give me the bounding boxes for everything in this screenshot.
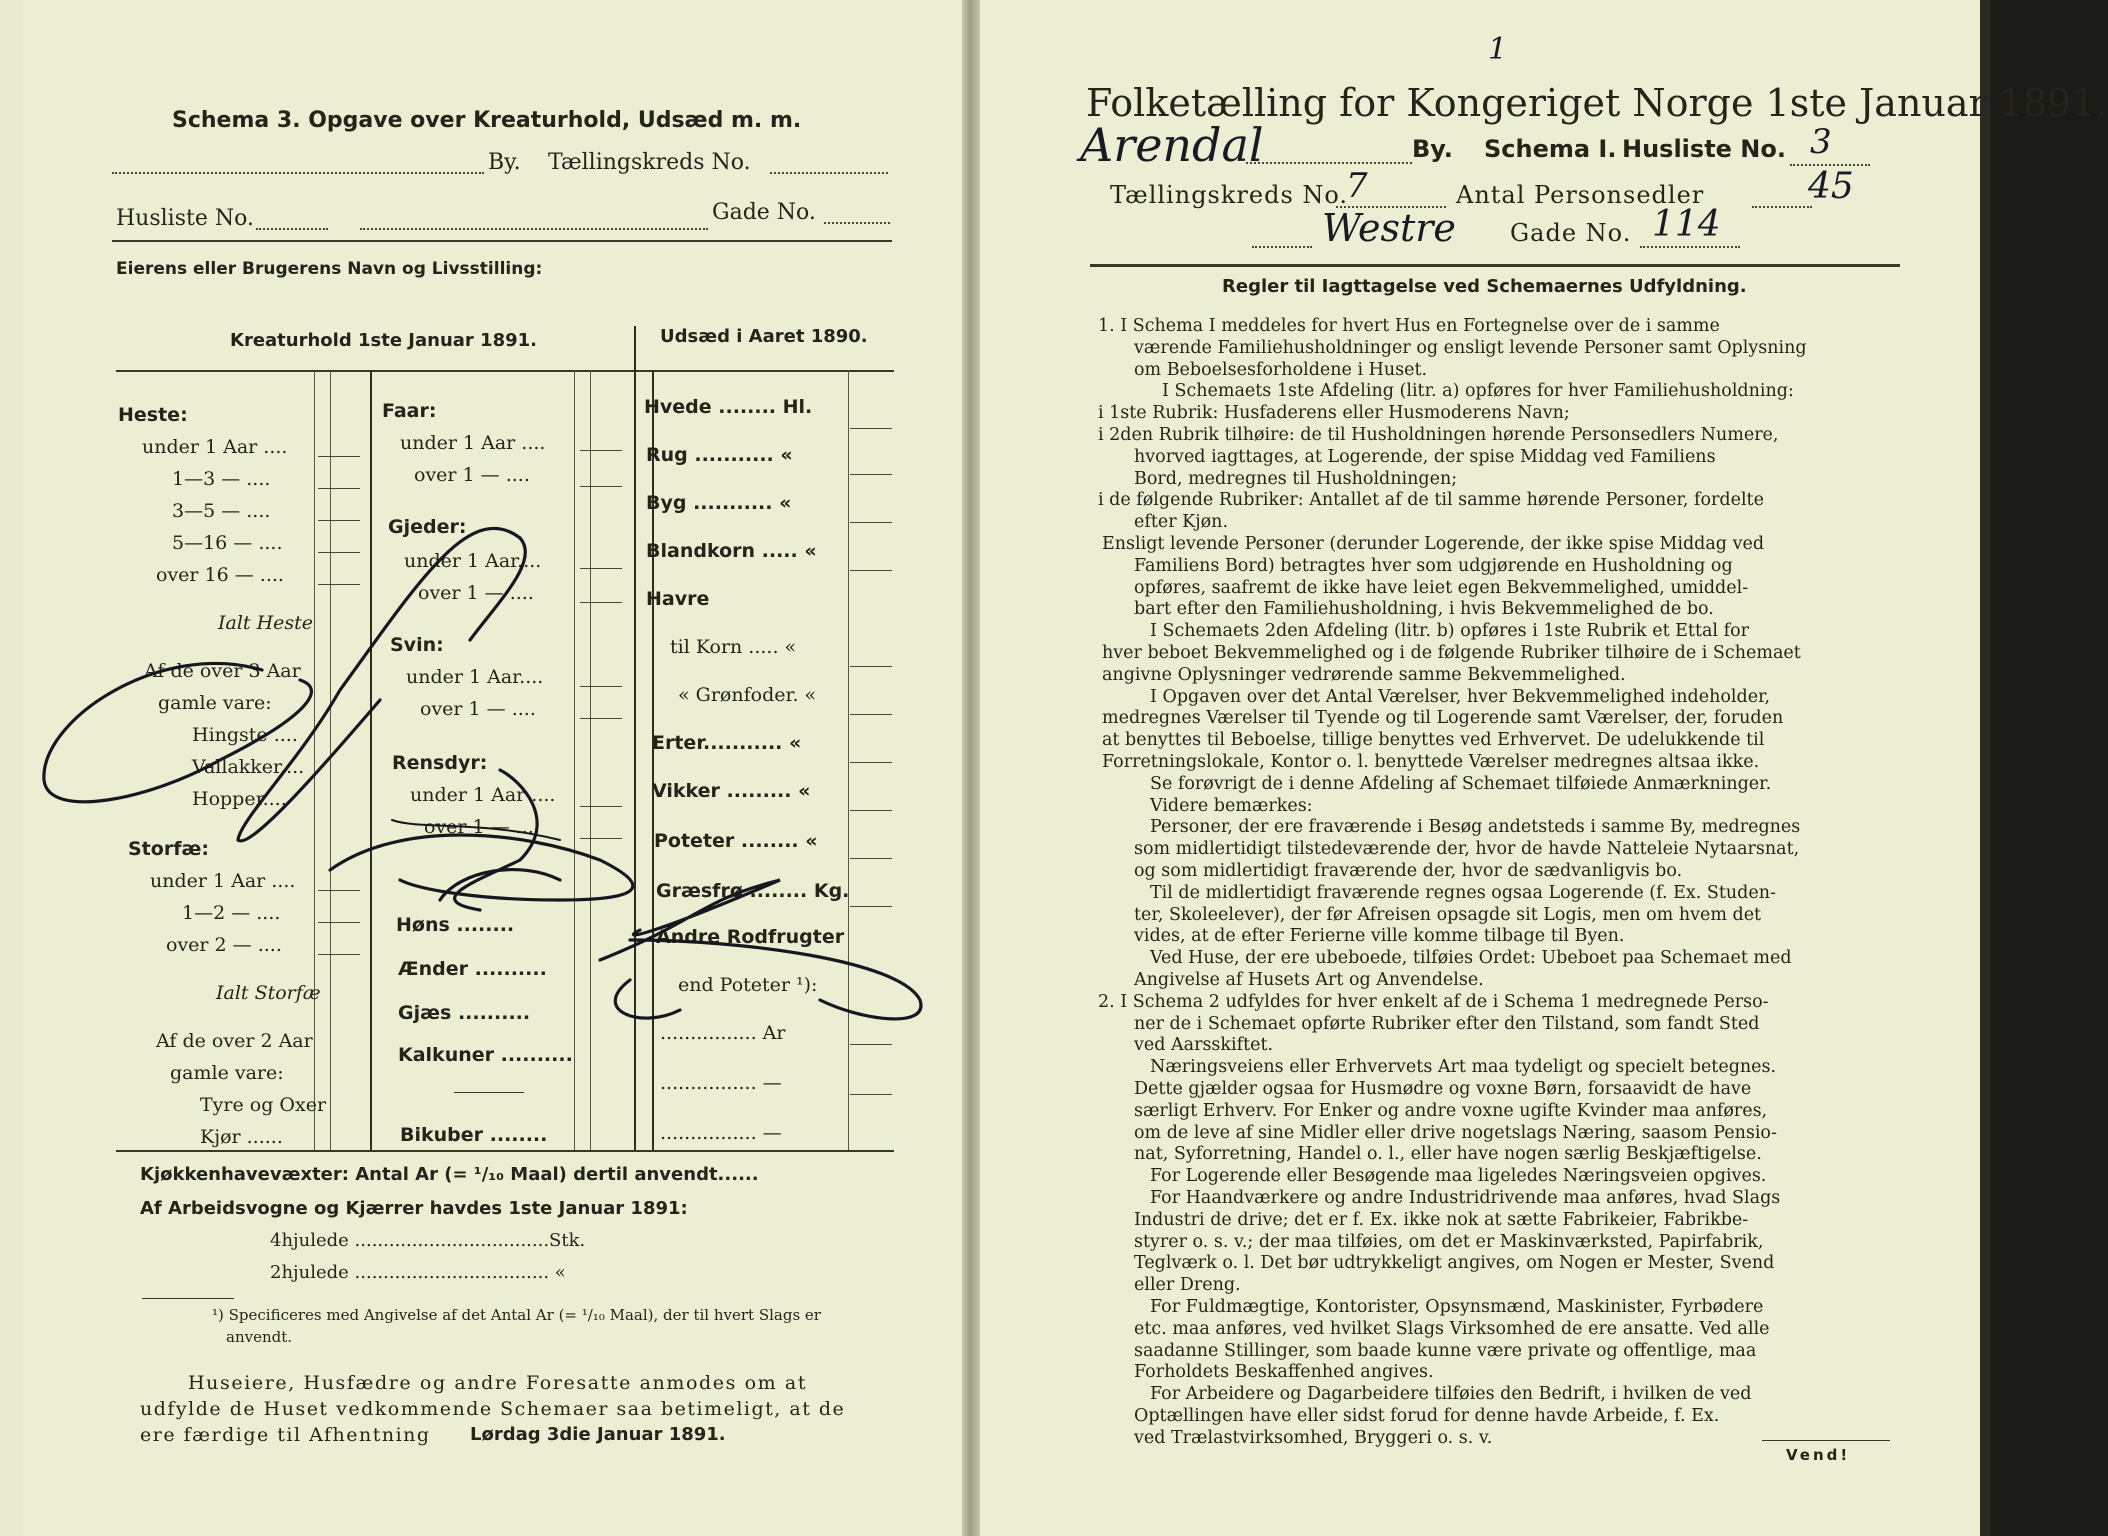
rule-line: ved Trælastvirksomhed, Bryggeri o. s. v. [1134,1427,1493,1448]
rule-line: Angivelse af Husets Art og Anvendelse. [1134,970,1484,990]
arbeidsvogne-row: Af Arbeidsvogne og Kjærrer havdes 1ste Januar 1891: [140,1198,688,1219]
page-number-mark: 1 [1488,32,1508,67]
udsaed-header: Udsæd i Aaret 1890. [660,326,868,347]
kreatur-header: Kreaturhold 1ste Januar 1891. [230,330,537,351]
rule-line: 2. I Schema 2 udfyldes for hver enkelt af de i Schema 1 medregnede Perso- [1098,991,1769,1012]
rule-line: Videre bemærkes: [1150,795,1313,816]
poteter-row: Poteter ........ « [654,830,818,852]
ialt-storfae: Ialt Storfæ [216,982,321,1004]
c1-row: Af de over 2 Aar [156,1030,313,1052]
c1-row: 5—16 — .... [172,532,283,554]
rule-line: Næringsveiens eller Erhvervets Art maa tydeligt og specielt betegnes. [1150,1057,1777,1078]
kalkuner-row: Kalkuner .......... [398,1044,573,1066]
ar-row: ................ Ar [660,1022,786,1044]
c1-row: Af de over 3 Aar [144,660,301,682]
rule-line: hvorved iagttages, at Logerende, der spise Middag ved Familiens [1134,446,1716,467]
rule-line: værende Familiehusholdninger og ensligt levende Personer samt Oplysning [1134,337,1807,358]
rule-line: Bord, medregnes til Husholdningen; [1134,468,1458,489]
rule-line: ved Aarsskiftet. [1134,1035,1274,1056]
rule-line: om de leve af sine Midler eller drive nogetslags Næring, saasom Pensio- [1134,1122,1777,1143]
erter-row: Erter........... « [652,732,802,754]
c1-row: Hingste .... [192,724,298,746]
rule-line: Ensligt levende Personer (derunder Logerende, der ikke spise Middag ved [1102,534,1765,554]
hjul4-row: 4hjulede ..................................Stk. [270,1230,586,1251]
eier-label: Eierens eller Brugerens Navn og Livsstilling: [116,259,543,279]
gade-label: Gade No. [712,200,816,225]
notice-line: udfylde de Huset vedkommende Schemaer saa betimeligt, at de [140,1398,846,1420]
blandkorn-row: Blandkorn ..... « [646,540,817,562]
rule-line: ter, Skoleelever), der før Afreisen opsagde sit Logis, men om hvem det [1134,904,1762,925]
rule-line: Optællingen have eller sidst forud for denne havde Arbeide, f. Ex. [1134,1406,1720,1426]
rule-line: i 1ste Rubrik: Husfaderens eller Husmoderens Navn; [1098,403,1570,424]
tkreds-label: Tællingskreds No. [548,150,751,175]
handwritten-tkreds-no: 7 [1346,166,1368,206]
rule-line: som midlertidigt tilstedeværende der, hvor de havde Natteleie Nytaarsnat, [1134,839,1800,860]
handwritten-antal: 45 [1808,166,1854,207]
rule-line: Forretningslokale, Kontor o. l. benyttede Værelser medregnes altsaa ikke. [1102,752,1760,772]
rule-line: hver beboet Bekvemmelighed og i de følgende Rubriker tilhøire de i Schemaet [1102,643,1801,663]
c2-row: over 1 — .... [418,582,534,604]
regler-title: Regler til Iagttagelse ved Schemaernes Udfyldning. [1222,276,1747,297]
rule-line: vides, at de efter Ferierne ville komme tilbage til Byen. [1134,926,1625,947]
til-korn-row: til Korn ..... « [670,636,797,658]
c1-row: 3—5 — .... [172,500,271,522]
rule-line: Forholdets Beskaffenhed angives. [1134,1362,1434,1383]
rule-line: opføres, saafremt de ikke have leiet egen Bekvemmelighed, umiddel- [1134,577,1749,598]
gronfoder-row: « Grønfoder. « [678,684,817,706]
rule-line: Ved Huse, der ere ubeboede, tilføies Ordet: Ubeboet paa Schemaet med [1150,948,1792,969]
c2-row: under 1 Aar.... [404,550,542,572]
handwritten-husliste-no: 3 [1810,122,1832,162]
bikuber-row: Bikuber ........ [400,1124,548,1146]
rule-line: Til de midlertidigt fraværende regnes ogsaa Logerende (f. Ex. Studen- [1150,882,1776,903]
c1-row: gamle vare: [158,692,272,714]
c1-row: 1—2 — .... [182,902,281,924]
ar-row: ................ — [660,1122,782,1144]
c2-row: under 1 Aar.... [406,666,544,688]
c2-row: under 1 Aar .... [410,784,556,806]
rule-line: Teglværk o. l. Det bør udtrykkeligt angives, om Nogen er Mester, Svend [1134,1253,1775,1274]
rule-line: angivne Oplysninger vedrørende samme Bekvemmelighed. [1102,664,1626,685]
rule-line: ner de i Schemaet opførte Rubriker efter den Tilstand, som fandt Sted [1134,1013,1760,1034]
storfae-label: Storfæ: [128,838,209,860]
rule-line: etc. maa anføres, ved hvilket Slags Virksomhed de ere ansatte. Ved alle [1134,1318,1770,1339]
rule-line: For Haandværkere og andre Industridrivende maa anføres, hvad Slags [1150,1188,1781,1208]
c2-row: over 1 — .... [420,698,536,720]
rule-line: Dette gjælder ogsaa for Husmødre og voxne Børn, forsaavidt de have [1134,1079,1752,1099]
rule-line: nat, Syforretning, Handel o. l., eller have nogen særlig Beskjæftigelse. [1134,1144,1762,1165]
schema1-label: Schema I. [1484,135,1617,163]
heste-label: Heste: [118,404,188,426]
rule-line: I Schemaets 1ste Afdeling (litr. a) opføres for hver Familiehusholdning: [1162,381,1794,402]
gade-label-right: Gade No. [1510,219,1632,247]
footnote-cont: anvendt. [226,1328,293,1346]
rule-line: i de følgende Rubriker: Antallet af de til samme hørende Personer, fordelte [1098,490,1764,511]
rule-line: saadanne Stillinger, som baade kunne være private og offentlige, maa [1134,1340,1757,1361]
rule-line: For Fuldmægtige, Kontorister, Opsynsmænd, Maskinister, Fyrbødere [1150,1297,1764,1317]
c2-row: over 1 — .... [424,816,540,838]
c2-row: over 1 — .... [414,464,530,486]
husliste-label: Husliste No. [116,206,254,231]
rule-line: For Logerende eller Besøgende maa ligeledes Næringsveien opgives. [1150,1166,1767,1187]
rule-line: medregnes Værelser til Tyende og til Logerende samt Værelser, der, foruden [1102,708,1784,729]
notice-date: Lørdag 3die Januar 1891. [470,1424,726,1445]
hons-row: Høns ........ [396,914,515,936]
rule-line: I Opgaven over det Antal Værelser, hver Bekvemmelighed indeholder, [1150,686,1771,707]
rule-line: For Arbeidere og Dagarbeidere tilføies den Bedrift, i hvilken de ved [1150,1384,1752,1405]
rule-line: I Schemaets 2den Afdeling (litr. b) opføres i 1ste Rubrik et Ettal for [1150,621,1749,642]
footnote: ¹) Specificeres med Angivelse af det Antal Ar (= ¹/₁₀ Maal), der til hvert Slags er [212,1306,821,1324]
rule-line: efter Kjøn. [1134,512,1229,533]
c1-row: over 16 — .... [156,564,284,586]
rule-line: Se forøvrigt de i denne Afdeling af Schemaet tilføiede Anmærkninger. [1150,773,1772,794]
andre-rodfrugter: Andre Rodfrugter [656,926,845,948]
handwritten-town: Arendal [1080,118,1264,172]
svin-label: Svin: [390,634,444,656]
c1-row: under 1 Aar .... [150,870,296,892]
graesfro-row: Græsfrø ........ Kg. [656,880,850,902]
c1-row: Tyre og Oxer [200,1094,327,1116]
havre-label: Havre [646,588,710,610]
c1-row: Vallakker.... [192,756,305,778]
vend-label: Vend! [1786,1446,1851,1464]
c1-row: under 1 Aar .... [142,436,288,458]
gjaes-row: Gjæs .......... [398,1002,531,1024]
handwritten-gade-no: 114 [1652,204,1721,245]
antal-label: Antal Personsedler [1456,181,1705,209]
ialt-heste: Ialt Heste [218,612,314,634]
rule-line: Personer, der ere fraværende i Besøg andetsteds i samme By, medregnes [1150,817,1801,838]
rule-line: at benyttes til Beboelse, tillige benyttes ved Erhvervet. De udelukkende til [1102,730,1765,751]
by-label-right: By. [1412,135,1453,163]
schema3-title: Schema 3. Opgave over Kreaturhold, Udsæd m. m. [172,108,802,133]
rule-line: om Beboelsesforholdene i Huset. [1134,359,1428,380]
by-label: By. [488,150,521,175]
rule-line: 1. I Schema I meddeles for hvert Hus en Fortegnelse over de i samme [1098,316,1720,336]
notice-line: ere færdige til Afhentning [140,1424,431,1446]
rule-line: Industri de drive; det er f. Ex. ikke nok at sætte Fabrikeier, Fabrikbe- [1134,1209,1749,1230]
rule-line: i 2den Rubrik tilhøire: de til Husholdningen hørende Personsedlers Numere, [1098,425,1779,445]
kjokken-row: Kjøkkenhavevæxter: Antal Ar (= ¹/₁₀ Maal) dertil anvendt...... [140,1164,759,1185]
rule-line: bart efter den Familiehusholdning, i hvis Bekvemmelighed de bo. [1134,599,1714,620]
rule-line: Familiens Bord) betragtes hver som udgjørende en Husholdning og [1134,555,1733,576]
notice-line: Huseiere, Husfædre og andre Foresatte anmodes om at [188,1372,808,1394]
end-poteter: end Poteter ¹): [678,974,818,996]
husliste-label-right: Husliste No. [1622,135,1786,163]
hvede-row: Hvede ........ Hl. [644,396,813,418]
rule-line: og som midlertidigt fraværende der, hvor de sædvanligvis bo. [1134,861,1683,881]
c2-row: under 1 Aar .... [400,432,546,454]
c1-row: Hopper.... [192,788,287,810]
rensdyr-label: Rensdyr: [392,752,488,774]
hjul2-row: 2hjulede .................................. « [270,1262,566,1283]
c1-row: 1—3 — .... [172,468,271,490]
vikker-row: Vikker ......... « [652,780,811,802]
rule-line: styrer o. s. v.; der maa tilføies, om det er Maskinværksted, Papirfabrik, [1134,1231,1764,1252]
gjeder-label: Gjeder: [388,516,467,538]
c1-row: over 2 — .... [166,934,282,956]
census-title: Folketælling for Kongeriget Norge 1ste Januar 1891. [1086,81,2108,125]
handwritten-street: Westre [1322,206,1456,250]
faar-label: Faar: [382,400,437,422]
rug-row: Rug ........... « [646,444,793,466]
rule-line: særligt Erhverv. For Enker og andre voxne ugifte Kvinder maa anføres, [1134,1100,1768,1121]
byg-row: Byg ........... « [646,492,792,514]
ar-row: ................ — [660,1072,782,1094]
rule-line: eller Dreng. [1134,1275,1241,1296]
c1-row: gamle vare: [170,1062,284,1084]
c1-row: Kjør ...... [200,1126,283,1148]
tkreds-label-right: Tællingskreds No. [1110,181,1349,209]
aender-row: Ænder .......... [398,958,547,980]
